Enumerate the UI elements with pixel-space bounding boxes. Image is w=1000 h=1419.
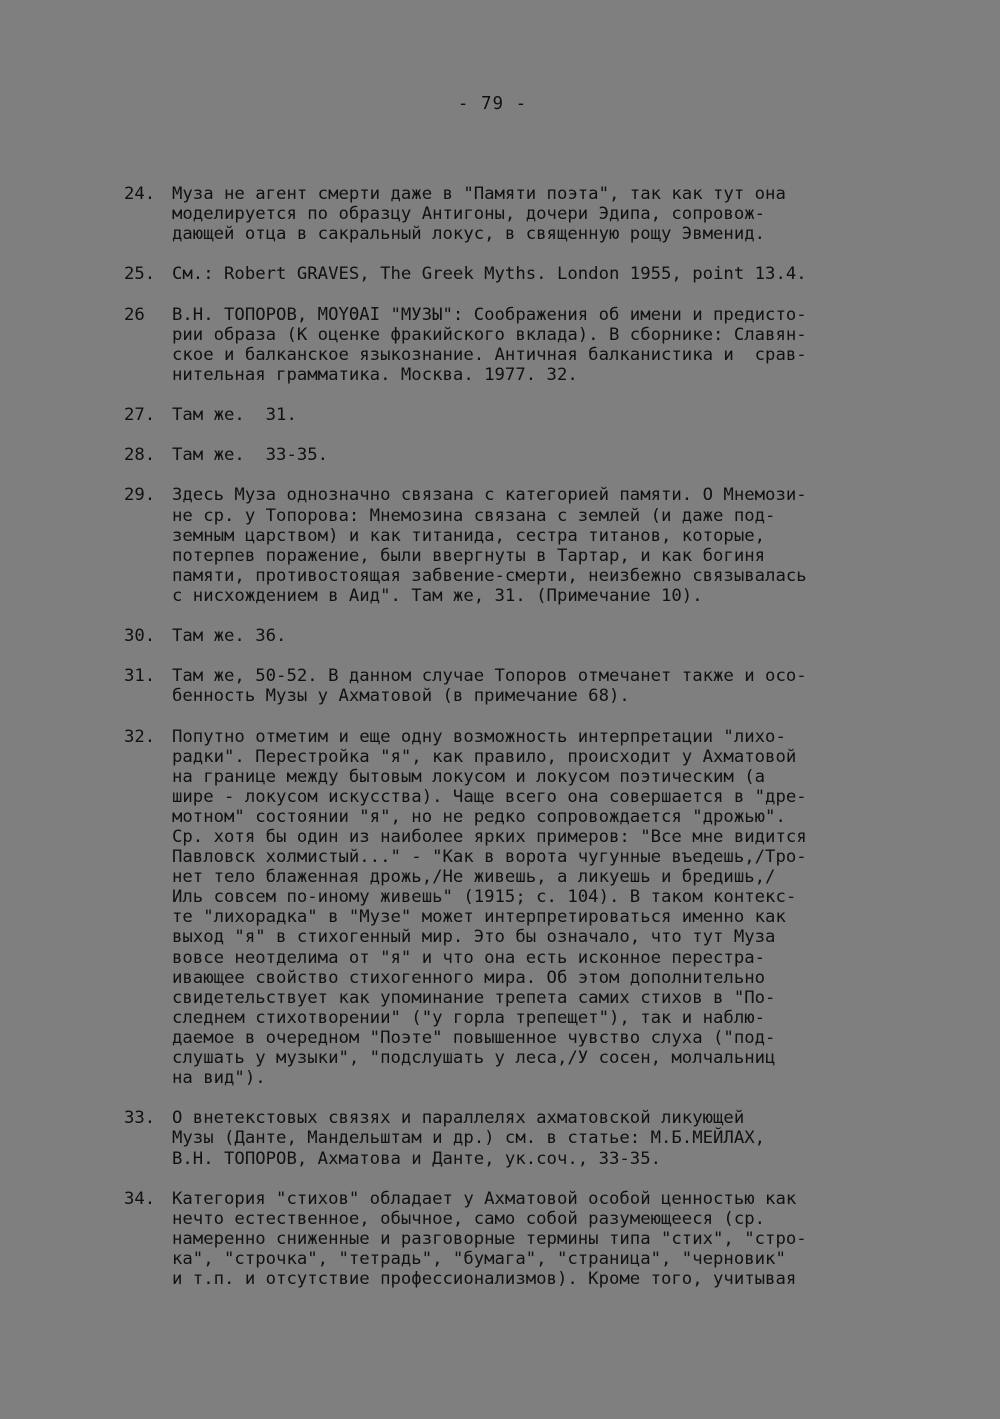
footnote-number: 25. bbox=[124, 264, 156, 285]
footnote-line: и т.п. и отсутствие профессионализмов). Кроме того, учитывая bbox=[172, 1269, 797, 1290]
footnote-number: 29. bbox=[124, 485, 156, 506]
footnote-line: потерпев поражение, были ввергнуты в Тартар, и как богиня bbox=[172, 545, 766, 566]
footnote-line: Попутно отметим и еще одну возможность интерпретации "лихо- bbox=[172, 726, 786, 747]
footnote-line: не ср. у Топорова: Мнемозина связана с землей (и даже под- bbox=[172, 505, 776, 526]
footnote-line: моделируется по образцу Антигоны, дочери Эдипа, сопровож- bbox=[172, 204, 766, 225]
footnote-line: слушать у музыки", "подслушать у леса,/У сосен, молчальниц bbox=[172, 1048, 776, 1069]
footnote-line: намеренно сниженные и разговорные термины типа "стих", "стро- bbox=[172, 1228, 807, 1249]
footnote-line: даемое в очередном "Поэте" повышенное чувство слуха ("под- bbox=[172, 1027, 776, 1048]
footnote-line: Здесь Муза однозначно связана с категорией памяти. О Мнемози- bbox=[172, 485, 807, 506]
footnote bbox=[124, 1189, 914, 1289]
footnote-text bbox=[172, 666, 914, 706]
footnote-text bbox=[172, 264, 914, 284]
footnote bbox=[124, 666, 914, 706]
footnote-line: на вид"). bbox=[172, 1068, 266, 1089]
footnote-line: Павловск холмистый..." - "Как в ворота чугунные въедешь,/Тро- bbox=[172, 847, 807, 868]
footnote-line: мотном" состоянии "я", но не редко сопровождается "дрожью". bbox=[172, 806, 786, 827]
footnote-text bbox=[172, 727, 914, 1089]
footnote-line: О внетекстовых связях и параллелях ахматовской ликующей bbox=[172, 1108, 745, 1129]
footnote-number: 34. bbox=[124, 1188, 156, 1209]
footnote-line: ивающее свойство стихогенного мира. Об этом дополнительно bbox=[172, 967, 766, 988]
footnote-line: радки". Перестройка "я", как правило, происходит у Ахматовой bbox=[172, 746, 797, 767]
footnote-line: с нисхождением в Аид". Там же, 31. (Примечание 10). bbox=[172, 585, 703, 606]
footnote-number: 24. bbox=[124, 184, 156, 204]
footnote bbox=[124, 264, 914, 284]
footnote-number: 31. bbox=[124, 666, 156, 687]
footnote-line: Иль совсем по-иному живешь" (1915; с. 104). В таком контекс- bbox=[172, 887, 797, 908]
footnote-number: 28. bbox=[124, 445, 156, 466]
footnote-line: См.: Robert GRAVES, The Greek Myths. London 1955, point 13.4. bbox=[172, 264, 807, 285]
footnote-line: ское и балканское языкознание. Античная балканистика и срав- bbox=[172, 344, 807, 365]
footnote-number: 26 bbox=[124, 304, 145, 325]
footnote-text bbox=[172, 184, 914, 244]
footnote-line: Музы (Данте, Мандельштам и др.) см. в статье: М.Б.МЕЙЛАХ, bbox=[172, 1128, 766, 1149]
footnote-number: 32. bbox=[124, 726, 156, 747]
footnote-line: вовсе неотделима от "я" и что она есть исконное перестра- bbox=[172, 947, 766, 968]
footnote-line: Ср. хотя бы один из наиболее ярких примеров: "Все мне видится bbox=[172, 827, 807, 847]
footnote bbox=[124, 305, 914, 385]
footnote-line: земным царством) и как титанида, сестра титанов, которые, bbox=[172, 525, 766, 546]
footnote bbox=[124, 727, 914, 1089]
footnote-line: Там же. 33-35. bbox=[172, 445, 329, 466]
footnote-line: шире - локусом искусства). Чаще всего она совершается в "дре- bbox=[172, 786, 807, 807]
footnote-line: В.Н. ТОПОРОВ, ΜΟΥΘΑΙ "МУЗЫ": Соображения об имени и предисто- bbox=[172, 304, 807, 325]
footnote-number: 33. bbox=[124, 1108, 156, 1129]
footnote-line: выход "я" в стихогенный мир. Это бы означало, что тут Муза bbox=[172, 927, 776, 948]
footnote-text bbox=[172, 405, 914, 425]
footnote-line: Категория "стихов" обладает у Ахматовой особой ценностью как bbox=[172, 1188, 797, 1209]
footnote bbox=[124, 626, 914, 646]
footnote-line: нет тело блаженная дрожь,/Не живешь, а ликуешь и бредишь,/ bbox=[172, 867, 776, 888]
footnote-text bbox=[172, 445, 914, 465]
footnote-line: Там же. 31. bbox=[172, 405, 297, 426]
footnote-text bbox=[172, 485, 914, 606]
footnote-line: на границе между бытовым локусом и локусом поэтическим (а bbox=[172, 766, 766, 787]
footnote-line: дающей отца в сакральный локус, в священную рощу Эвменид. bbox=[172, 224, 766, 245]
footnote-line: Муза не агент смерти даже в "Памяти поэта", так как тут она bbox=[172, 184, 786, 204]
footnote bbox=[124, 485, 914, 606]
footnote-line: рии образа (К оценке фракийского вклада). В сборнике: Славян- bbox=[172, 324, 807, 345]
footnote-line: В.Н. ТОПОРОВ, Ахматова и Данте, ук.соч., 33-35. bbox=[172, 1148, 661, 1169]
footnote-line: нительная грамматика. Москва. 1977. 32. bbox=[172, 364, 578, 385]
footnote bbox=[124, 184, 914, 244]
footnote-line: Там же, 50-52. В данном случае Топоров отмечанет также и осо- bbox=[172, 666, 807, 687]
footnote-line: памяти, противостоящая забвение-смерти, неизбежно связывалась bbox=[172, 565, 807, 586]
footnote-line: следнем стихотворении" ("у горла трепещет"), так и наблю- bbox=[172, 1007, 766, 1028]
footnote-line: ка", "строчка", "тетрадь", "бумага", "страница", "черновик" bbox=[172, 1248, 786, 1269]
footnote-text bbox=[172, 1108, 914, 1168]
footnote-number: 30. bbox=[124, 626, 156, 647]
footnote bbox=[124, 1108, 914, 1168]
footnote-text bbox=[172, 626, 914, 646]
footnote-line: те "лихорадка" в "Музе" может интерпретироваться именно как bbox=[172, 907, 786, 928]
page-number: - 79 - bbox=[457, 94, 528, 114]
footnote-line: свидетельствует как упоминание трепета самих стихов в "По- bbox=[172, 987, 776, 1008]
footnote-number: 27. bbox=[124, 405, 156, 426]
footnote-line: Там же. 36. bbox=[172, 626, 287, 647]
footnote bbox=[124, 405, 914, 425]
footnote-text bbox=[172, 1189, 914, 1289]
footnote-text bbox=[172, 305, 914, 385]
footnote bbox=[124, 445, 914, 465]
footnote-line: нечто естественное, обычное, само собой разумеющееся (ср. bbox=[172, 1208, 766, 1229]
footnote-line: бенность Музы у Ахматовой (в примечание 68). bbox=[172, 686, 630, 707]
footnotes-list bbox=[124, 184, 914, 1309]
